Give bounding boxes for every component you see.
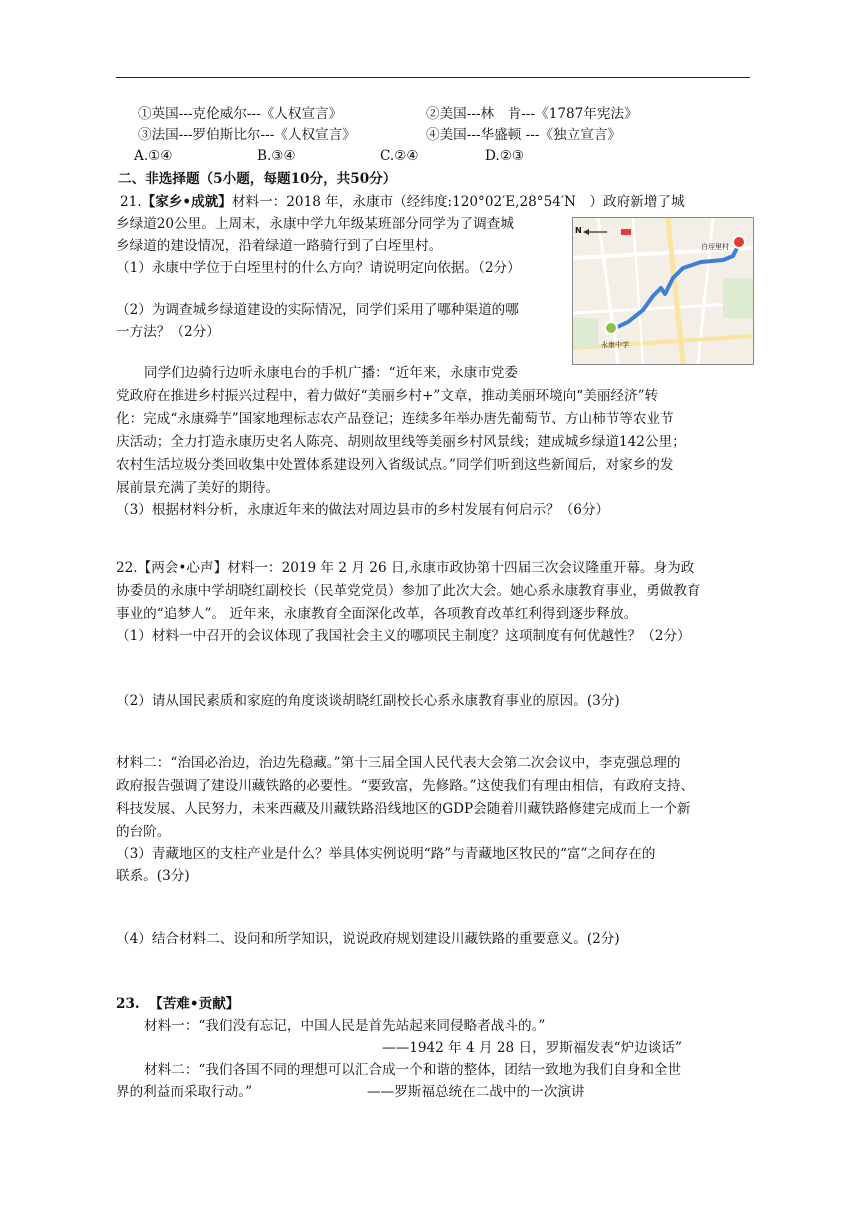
option-2: ②美国---林 肯---《1787年宪法》 <box>426 106 638 122</box>
answer-b: B.③④ <box>257 148 296 164</box>
answer-d: D.②③ <box>485 148 525 164</box>
q21-line-2: 乡绿道20公里。上周末，永康中学九年级某班部分同学为了调查城 <box>116 216 514 232</box>
q23-heading: 23. 【苦难•贡献】 <box>116 996 240 1012</box>
start-label: 永康中学 <box>601 341 629 349</box>
end-marker <box>733 236 745 248</box>
q23-material-2-source: ——罗斯福总统在二战中的一次演讲 <box>367 1084 585 1100</box>
q22-material-2-line-4: 的台阶。 <box>116 824 171 840</box>
q23-material-2-line-1: 材料二：“我们各国不同的理想可以汇合成一个和谐的整体，团结一致地为我们自身和全世 <box>144 1062 682 1078</box>
q23-material-1: 材料一：“我们没有忘记，中国人民是首先站起来同侵略者战斗的。” <box>144 1018 546 1034</box>
q21-question-1: （1）永康中学位于白垤里村的什么方向？请说明定向依据。（2分） <box>116 260 521 276</box>
section-title: 二、非选择题（5小题，每题10分，共50分） <box>118 171 397 187</box>
option-3: ③法国---罗伯斯比尔---《人权宣言》 <box>138 127 356 143</box>
q21-paragraph-line-2: 党政府在推进乡村振兴过程中，着力做好“美丽乡村+”文章，推动美丽环境向“美丽经济”转 <box>116 388 659 404</box>
q21-paragraph-line-4: 庆活动；全力打造永康历史名人陈亮、胡则故里线等美丽乡村风景线；建成城乡绿道142公里； <box>116 434 686 450</box>
q22-material-2-line-3: 科技发展、人民努力，未来西藏及川藏铁路沿线地区的GDP会随着川藏铁路修建完成而上一个新 <box>116 801 691 817</box>
option-1: ①英国---克伦威尔---《人权宣言》 <box>138 106 343 122</box>
route-map <box>572 217 754 365</box>
q22-question-1: （1）材料一中召开的会议体现了我国社会主义的哪项民主制度？这项制度有何优越性？（2分） <box>116 628 691 644</box>
start-marker <box>605 322 617 334</box>
q23-material-1-source: ——1942 年 4 月 28 日，罗斯福发表“炉边谈话” <box>382 1040 682 1056</box>
compass-label: N <box>575 226 582 235</box>
q22-material-2-line-1: 材料二：“治国必治边，治边先稳藏。”第十三届全国人民代表大会第二次会议中，李克强总理的 <box>116 755 681 771</box>
q22-question-3-line-2: 联系。(3分) <box>116 868 190 884</box>
q22-line-3: 事业的“追梦人”。 近年来，永康教育全面深化改革，各项教育改革红利得到逐步释放。 <box>116 606 638 622</box>
option-4: ④美国---华盛顿 ---《独立宣言》 <box>426 127 622 143</box>
q22-question-4: （4）结合材料二、设问和所学知识，说说政府规划建设川藏铁路的重要意义。(2分) <box>116 931 620 947</box>
q21-question-2-line-2: 一方法？（2分） <box>116 324 220 340</box>
q21-question-3: （3）根据材料分析，永康近年来的做法对周边县市的乡村发展有何启示？（6分） <box>116 502 610 518</box>
q22-material-2-line-2: 政府报告强调了建设川藏铁路的必要性。“要致富，先修路。”这使我们有理由相信，有政府支持、 <box>116 778 695 794</box>
answer-a: A.①④ <box>134 148 173 164</box>
q22-line-2: 协委员的永康中学胡晓红副校长（民革党党员）参加了此次大会。她心系永康教育事业，勇做教育 <box>116 583 701 599</box>
q23-material-2-line-2: 界的利益而采取行动。” <box>116 1084 253 1100</box>
q21-line-1: 21.【家乡•成就】材料一：2018 年，永康市（经纬度:120°02′E,28°54′N ）政府新增了城 <box>120 194 685 210</box>
q22-question-3-line-1: （3）青藏地区的支柱产业是什么？举具体实例说明“路”与青藏地区牧民的“富”之间存在的 <box>116 846 656 862</box>
map-graphic <box>573 218 753 364</box>
q21-line-3: 乡绿道的建设情况，沿着绿道一路骑行到了白垤里村。 <box>116 238 443 254</box>
q21-question-2-line-1: （2）为调查城乡绿道建设的实际情况，同学们采用了哪种渠道的哪 <box>116 302 519 318</box>
header-rule <box>116 77 750 78</box>
q22-line-1: 22.【两会•心声】材料一：2019 年 2 月 26 日,永康市政协第十四届三次会议隆重开幕。身为政 <box>116 560 695 576</box>
q21-paragraph-line-6: 展前景充满了美好的期待。 <box>116 480 280 496</box>
q21-paragraph-line-3: 化：完成“永康舜芋”国家地理标志农产品登记；连续多年举办唐先葡萄节、方山柿节等农业节 <box>116 411 674 427</box>
q22-question-2: （2）请从国民素质和家庭的角度谈谈胡晓红副校长心系永康教育事业的原因。(3分) <box>116 693 620 709</box>
q21-paragraph-line-1: 同学们边骑行边听永康电台的手机广播：“近年来，永康市党委 <box>144 365 518 381</box>
answer-c: C.②④ <box>380 148 419 164</box>
end-label: 白垤里村 <box>701 243 729 251</box>
q21-paragraph-line-5: 农村生活垃圾分类回收集中处置体系建设列入省级试点。”同学们听到这些新闻后，对家乡的发 <box>116 457 674 473</box>
